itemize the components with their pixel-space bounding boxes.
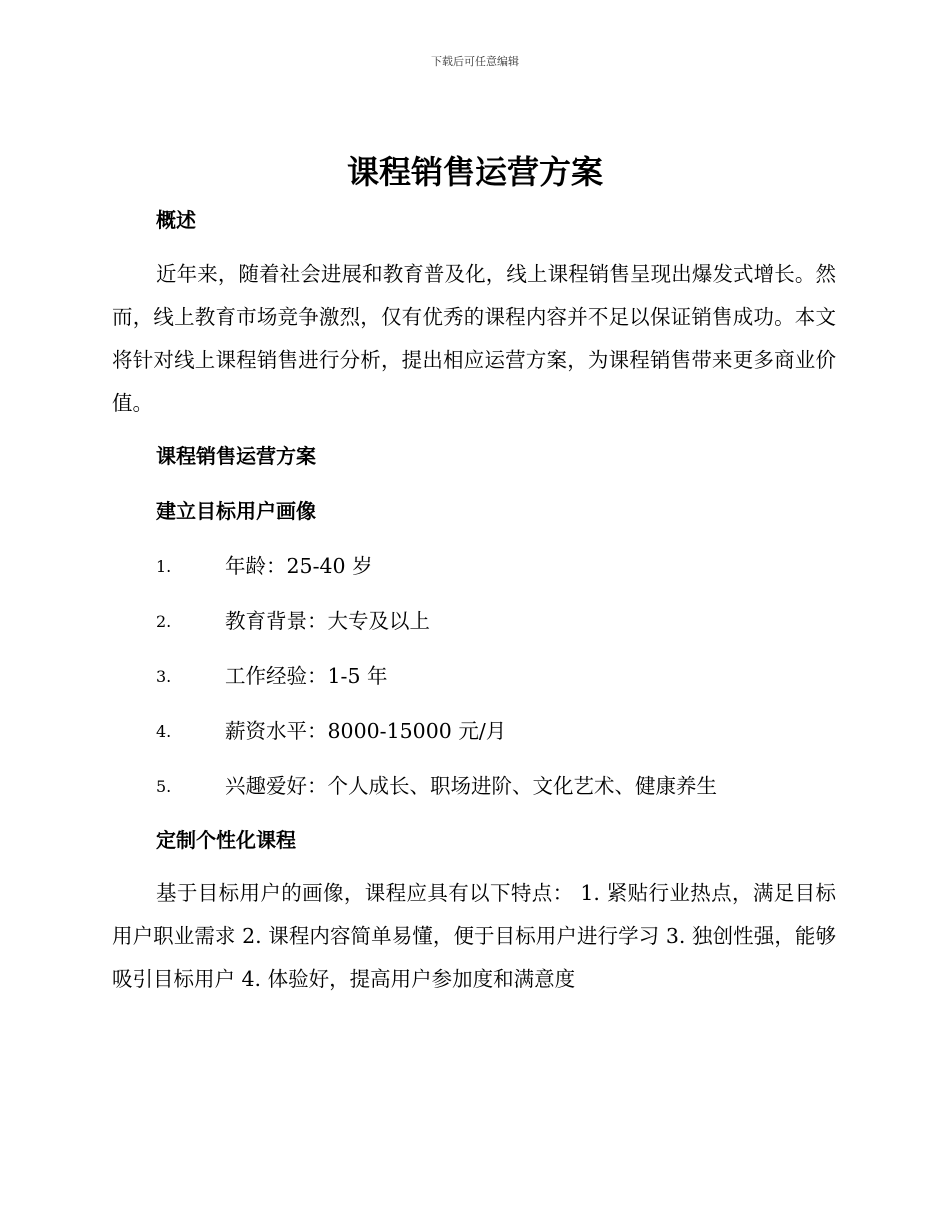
list-number: 3. [156, 667, 172, 686]
list-number: 4. [156, 722, 172, 741]
plan-heading: 课程销售运营方案 [156, 444, 316, 468]
document-title: 课程销售运营方案 [346, 153, 603, 191]
list-text: 兴趣爱好：个人成长、职场进阶、文化艺术、健康养生 [225, 774, 717, 798]
custom-course-paragraph: 基于目标用户的画像，课程应具有以下特点： 1. 紧贴行业热点，满足目标用户职业需求 2. 课程内容简单易懂，便于目标用户进行学习 3. 独创性强，能够吸引目标用户 4. 体验好，提高用户参加度和满意度 [112, 881, 836, 991]
page-header-note: 下载后可任意编辑 [431, 55, 519, 68]
custom-course-heading: 定制个性化课程 [156, 828, 296, 852]
persona-heading: 建立目标用户画像 [156, 499, 316, 523]
list-text: 薪资水平：8000-15000 元/月 [225, 719, 507, 743]
list-text: 教育背景：大专及以上 [225, 609, 430, 633]
overview-paragraph: 近年来，随着社会进展和教育普及化，线上课程销售呈现出爆发式增长。然而，线上教育市场竞争激烈，仅有优秀的课程内容并不足以保证销售成功。本文将针对线上课程销售进行分析，提出相应运营方案，为课程销售带来更多商业价值。 [112, 262, 836, 415]
list-text: 工作经验：1-5 年 [225, 664, 388, 688]
list-number: 1. [156, 557, 172, 576]
list-number: 5. [156, 777, 172, 796]
overview-heading: 概述 [156, 208, 196, 232]
list-text: 年龄：25-40 岁 [225, 554, 373, 578]
list-number: 2. [156, 612, 172, 631]
